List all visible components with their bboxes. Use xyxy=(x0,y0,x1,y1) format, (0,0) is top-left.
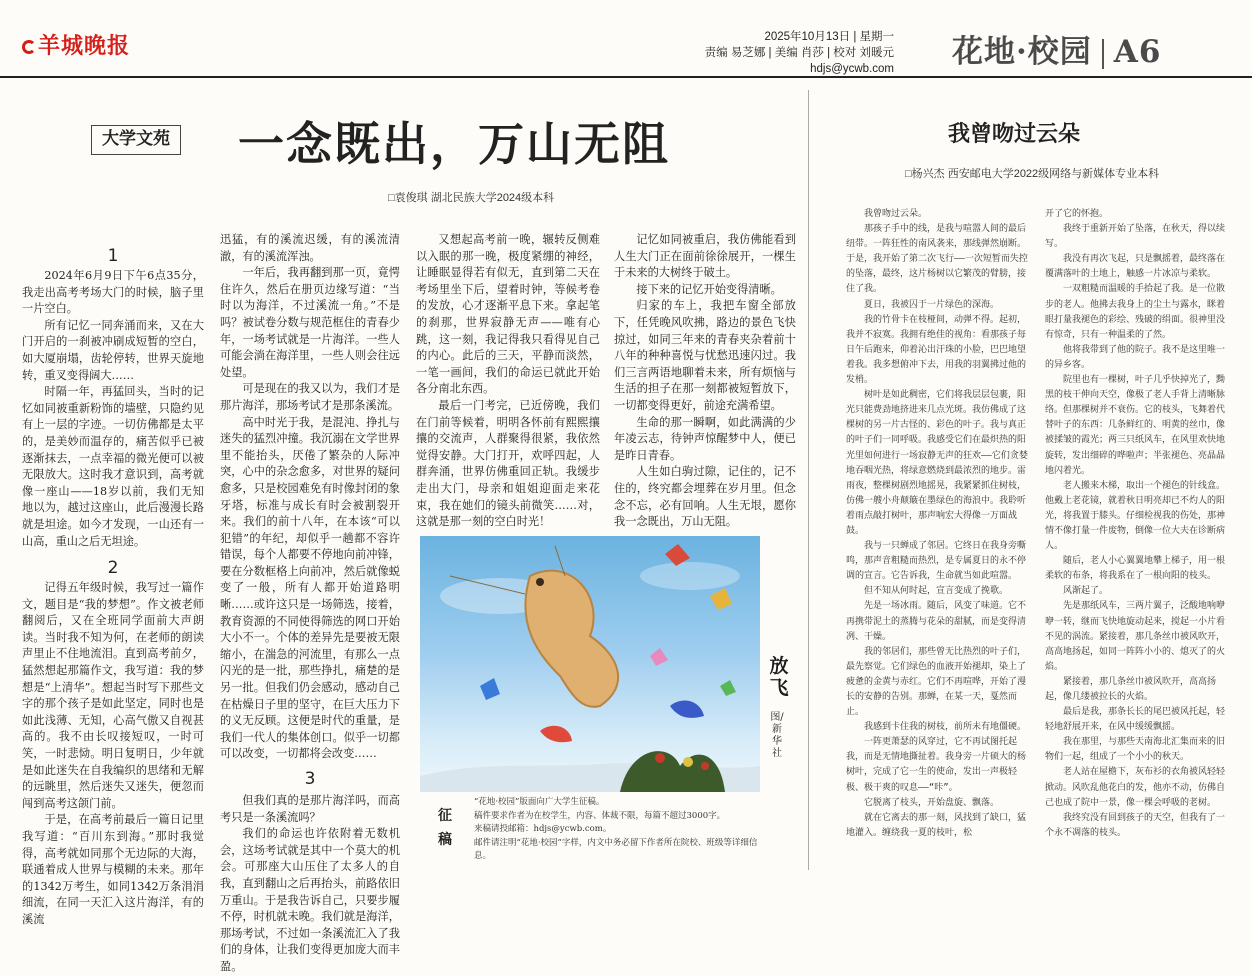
paragraph: 我没有再次飞起，只是飘摇着，最终落在覆满落叶的土地上，触感一片冰凉与柔软。 xyxy=(1045,254,1226,280)
notice-label: 征稿 xyxy=(438,808,452,848)
paragraph: 开了它的怀抱。 xyxy=(1045,209,1109,219)
article-column-3 xyxy=(416,232,600,529)
paragraph: 风渐起了。 xyxy=(1063,586,1109,597)
paragraph: 最后是我，那条长长的尾巴被风托起，轻轻地舒展开来，在风中缓缓飘摇。 xyxy=(1045,707,1226,733)
paragraph: 又想起高考前一晚，辗转反侧难以入眠的那一晚，极度紧绷的神经，让睡眠显得若有似无，直到第二天在考场里坐下后，望着时钟，等候考卷的发放，心才逐渐平息下来。拿起笔的刹那，世界寂静无声——唯有心跳，这一刻，我记得我只看得见自己的内心。此后的三天，平静而淡然，一笔一画间，我们的命运已就此开始各分南北东西。 xyxy=(416,233,600,396)
editors-line: 责编 易芝娜 | 美编 肖莎 | 校对 刘暖元 xyxy=(704,47,894,59)
column-badge: 大学文苑 xyxy=(91,125,181,155)
right-article-column-2 xyxy=(1045,207,1230,871)
paragraph: 归家的车上，我把车窗全部放下，任凭晚风吹拂，路边的景色飞快掠过，如同三年来的青春夹杂着前十八年的种种喜悦与忧愁迅速闪过。我们三言两语地聊着未来，所有烦恼与生活的担子在那一刻都被短暂放下，一切都变得更好，前途充满希望。 xyxy=(614,299,796,412)
section-number: 1 xyxy=(107,246,119,266)
article-column-1 xyxy=(22,244,204,926)
paragraph: 生命的那一瞬啊，如此满满的少年凌云志，待钟声惊醒梦中人，便已是昨日青春。 xyxy=(614,415,796,462)
photo-caption: 放飞 xyxy=(769,655,789,699)
logo-mark-icon xyxy=(22,40,36,54)
paragraph: 一双粗糙而温暖的手拾起了我。是一位散步的老人。他拂去我身上的尘土与露水，眯着眼打量我褪色的彩绘、残破的绢面。很神里没有惊奇，只有一种温柔的了然。 xyxy=(1045,284,1226,340)
date-line: 2025年10月13日 | 星期一 xyxy=(764,31,894,43)
paragraph: 我终究没有回到孩子的天空，但我有了一个永不凋落的枝头。 xyxy=(1045,812,1226,838)
paragraph: 高中时光于我，是混沌、挣扎与迷失的猛烈冲撞。我沉溺在文学世界里不能抬头，厌倦了繁杂的人际冲突，心中的杂念愈多，对世界的疑问愈多，只是校园难免有时像封闭的象牙塔，标准与成长有时会被割裂开来。我们的前十八年，在本该“可以犯错”的年纪，却似乎一趟都不容许错误，每个人都要不停地向前冲锋，要在分数框格上向前冲，然后就像蜕变了一般，所有人都开始道路明晰……或许这只是一场筛选，接着，教育资源的不同使得筛选的网口开始大小不一。个体的差异先是要被无限缩小，在湍急的河流里，有那么一点闪光的是一批，那些挣扎，痛楚的是另一批。但我们仍会感动，感动自己在枯燥日子里的坚守，在巨大压力下的义无反顾。这便是时代的重量，是我们一代人的集体创口。似乎一切都可以改变，一切都将会改变…… xyxy=(220,415,400,761)
paragraph: 时隔一年，再猛回头，当时的记忆如同被重新粉饰的墙壁，只隐约见有上一层的字迹。一切仿佛都是太平的，是美妙而温存的，痛苦似乎已被逐渐抹去，一点幸福的微光便可以被无限放大。这时我才意识到，高考就像一座山——18岁以前，我们无知地以为，越过这座山，此后漫漫长路就是坦途。如今才发现，一山还有一山高，重山之后无坦途。 xyxy=(22,385,204,548)
paragraph: 老人站在屋檐下，灰布衫的衣角被风轻轻掀动。风吹乱他花白的发，他亦不动，仿佛自己也成了院中一景，像一棵会呼吸的老树。 xyxy=(1045,767,1226,808)
paragraph: 夏日，我被囚于一片绿色的深海。 xyxy=(864,299,1000,310)
column-divider xyxy=(808,90,809,870)
paragraph: 2024年6月9日下午6点35分，我走出高考考场大门的时候，脑子里一片空白。 xyxy=(22,269,204,316)
paragraph: 先是一场冰雨。随后，风变了味道。它不再携带泥土的蒸腾与花朵的甜腻，而是变得清冽、干燥。 xyxy=(846,601,1027,642)
paragraph: 我的竹骨卡在枝桠间，动弹不得。起初，我并不寂寞。我拥有绝佳的视角：看那孩子每日午后跑来，仰着沁出汗珠的小脸，巴巴地望着我。我多想俯冲下去，用我的羽翼拂过他的发梢。 xyxy=(846,314,1027,386)
article-column-2 xyxy=(220,232,400,973)
paragraph: 他将我带到了他的院子。我不是这里唯一的异乡客。 xyxy=(1045,344,1226,370)
paragraph: 我在那里，与那些天南海北汇集而来的旧物们一起，组成了一个小小的秋天。 xyxy=(1045,737,1226,763)
paragraph: 一年后，我再翻到那一页，竟愕住许久，然后在册页边缘写道：“当时以为海洋，不过溪流一角。”不是吗？被试卷分数与规范框住的青春少年，一场考试就是一片海洋。一些人可能会淌在海洋里，一些人则会往远处望。 xyxy=(220,266,400,379)
photo-credit: 图/新华社 xyxy=(770,712,784,759)
section-title: 花地·校园 A6 xyxy=(952,34,1162,70)
newspaper-logo: 羊城晚报 xyxy=(22,29,142,65)
paragraph: 院里也有一棵树，叶子几乎快掉光了，黝黑的枝干伸向天空，像极了老人手背上清晰脉络。但那棵树并不衰伤。它的枝头，飞舞着代替叶子的东西：几条鲜红的、明黄的丝巾，像被揉皱的霞光；两三只纸风车，在风里欢快地旋转，发出细碎的哗啦声；半张褪色、亮晶晶地闪着光。 xyxy=(1045,375,1226,476)
paragraph: 记得五年级时候，我写过一篇作文，题目是“我的梦想”。作文被老师翻阅后，又在全班同学面前大声朗读。当时我不知为何，在老师的朗读声里止不住地流泪。直到高考前夕，猛然想起那篇作文，我写道：我的梦想是“上清华”。想起当时写下那些文字的那个孩子是如此坚定，同时也是如此浅薄、无知，心高气傲又自视甚高的。我不由长叹接短叹，一时可笑，一时悲恸。明日复明日，少年就是如此迷失在自我编织的思绪和无解的远眺里，然后迷失又迷失，便忽而闯到高考这颌门前。 xyxy=(22,581,204,810)
kite-photo xyxy=(420,536,760,792)
paragraph: 我的邻居们，那些曾无比热烈的叶子们，最先察觉。它们绿色的血液开始褪却，染上了疲惫的金黄与赤红。它们不再喧哗，开始了漫长的安静的告别。那蝉，在某一天，戛然而止。 xyxy=(846,646,1027,718)
submission-notice xyxy=(474,796,774,864)
article-title: 一念既出，万山无阻 xyxy=(238,117,670,171)
paragraph: 老人搬来木梯，取出一个褪色的针线盒。他戴上老花镜，就着秋日明亮却已不灼人的阳光，将我置于膝头。仔细检视我的伤处，那神情不像打量一件废物，倒像一位大夫在诊断病人。 xyxy=(1045,480,1226,552)
paragraph: 迅猛，有的溪流迟缓，有的溪流清澈，有的溪流浑浊。 xyxy=(220,233,400,263)
section-number: 2 xyxy=(107,558,119,579)
notice-line: 稿件要求作者为在校学生，内容、体裁不限，每篇不超过3000字。 xyxy=(474,810,726,821)
paragraph: 就在它离去的那一刻，风找到了缺口，猛地灌入。缠绕我一夏的枝叶，松 xyxy=(846,812,1027,838)
page-number: A6 xyxy=(1113,34,1162,70)
paragraph: 于是，在高考前最后一篇日记里我写道：“百川东到海。”那时我觉得，高考就如同那个无边际的大海，联通着成人世界与模糊的未来。那年的1342万考生，如同1342万条涓涓细流，在同一天汇入这片海洋，有的溪流 xyxy=(22,813,204,926)
notice-line: 来稿请投邮箱：hdjs@ycwb.com。 xyxy=(474,824,612,834)
paragraph: 树叶是如此稠密，它们将我层层包裹，阳光只能费劲地挤进来几点光斑。我仿佛成了这棵树的另一片古怪的、彩色的叶子。我与真正的叶子们一同呼吸。我感受它们在最炽热的阳光里如何进行一场寂静无声的狂欢——它们贪婪地吞咽光热，将绿意燃烧到最浓烈的地步。雷雨夜，整棵树剧烈地摇晃，我紧紧抓住树枝，仿佛一艘小舟颠簸在墨绿色的海浪中。我聆听着雨点敲打树叶，那声响宏大得像一万面战鼓。 xyxy=(846,390,1028,536)
paragraph: 随后，老人小心翼翼地攀上梯子，用一根柔软的布条，将我系在了一根向阳的枝头。 xyxy=(1045,556,1226,582)
paragraph: 我感到卡住我的树枝，前所未有地僵硬。 xyxy=(864,722,1027,733)
paragraph: 接下来的记忆开始变得清晰。 xyxy=(636,282,782,296)
right-article-column-1 xyxy=(846,207,1031,871)
paragraph: 我终于重新开始了坠落，在秋天，得以续写。 xyxy=(1045,224,1226,250)
notice-line: “花地·校园”版面向广大学生征稿。 xyxy=(474,797,605,807)
paragraph: 所有记忆一同奔涌而来，又在大门开启的一刹被冲刷成短暂的空白，如大厦崩塌，齿轮停转，世界天旋地转，重叉变得阔大…… xyxy=(22,318,204,382)
section-number: 3 xyxy=(304,769,316,789)
paragraph: 最后一门考完，已近傍晚，我们在门前等候着，明明各怀前有熙熙攘攘的交流声，人群聚得很紧，我依然觉得安静。大门打开，欢呼四起，人群奔涌，世界仿佛重回正轨。我缓步走出大门，母亲和姐姐迎面走来花束，我在她们的镜头前微笑……对，这就是那一刻的空白时光！ xyxy=(416,398,600,529)
paragraph: 一阵更萧瑟的风穿过，它不再试图托起我，而是无情地撕扯着。我身旁一片硕大的杨树叶，完成了它一生的使命，发出一声极轻极、极干爽的叹息——“咔”。 xyxy=(846,737,1027,793)
paragraph: 人生如白驹过隙，记住的，记不住的，终究都会埋葬在岁月里。但念念不忘，必有回响。人生无垠，愿你我一念既出，万山无阻。 xyxy=(614,465,796,529)
kite-illustration xyxy=(420,536,760,792)
email-line: hdjs@ycwb.com xyxy=(810,63,894,75)
paragraph: 我与一只蝉成了邻居。它终日在我身旁嘶鸣，那声音粗糙而热烈，是专属夏日的永不停调的宣言。它告诉我，生命就当如此喧嚣。 xyxy=(846,541,1027,582)
notice-line: 邮件请注明“花地·校园”字样，内文中务必留下作者所在院校、班级等详细信息。 xyxy=(474,837,758,861)
paragraph: 但我们真的是那片海洋吗，而高考只是一条溪流吗？ xyxy=(220,794,400,824)
top-rule xyxy=(0,76,1252,78)
right-article-byline: □杨兴杰 西安邮电大学2022级网络与新媒体专业本科 xyxy=(905,168,1160,180)
article-column-4 xyxy=(614,232,796,529)
paragraph: 我们的命运也许依附着无数机会，这场考试就是其中一个莫大的机会。可那座大山压住了太多人的自我，直到翻山之后再抬头，前路依旧万重山。于是我告诉自己，只要步履不停，时机就未晚。我们就是海洋，那场考试，不过如一条溪流汇入了我们的身体，让我们变得更加庞大而丰盈。 xyxy=(220,827,400,973)
masthead-meta xyxy=(705,29,894,77)
paragraph: 但不知从何时起，宣言变成了挽歌。 xyxy=(864,586,1009,597)
paragraph: 我曾吻过云朵。 xyxy=(864,209,928,219)
section-divider xyxy=(1102,39,1104,69)
paragraph: 它脱离了枝头，开始盘旋、飘落。 xyxy=(864,797,1000,808)
paragraph: 可是现在的我又以为，我们才是那片海洋，那场考试才是那条溪流。 xyxy=(220,382,400,412)
paragraph: 记忆如同被重启，我仿佛能看到人生大门正在面前徐徐展开，一棵生于未来的大树终于破土。 xyxy=(614,233,796,280)
right-article-title: 我曾吻过云朵 xyxy=(948,121,1081,147)
paragraph: 那孩子手中的线，是我与喧嚣人间的最后纽带。一阵狂性的南风袭来，那线弹然崩断。于是，我开始了第二次飞行——一次短暂而失控的坠落，最终，这片杨树以它繁茂的臂膀，接住了我。 xyxy=(846,224,1028,295)
paragraph: 紧接着，那几条丝巾被风吹开，高高扬起，像几缕被拉长的火焰。 xyxy=(1045,676,1217,702)
article-byline: □袁俊琪 湖北民族大学2024级本科 xyxy=(388,192,555,204)
paragraph: 先是那纸风车，三两片翼子，泛酸地响咿咿一转，继而飞快地旋动起来，搅起一小片看不见的涡流。紧接着，那几条丝巾被风吹开，高高地扬起，如同一阵阵小小的、熄灭了的火焰。 xyxy=(1045,601,1226,672)
